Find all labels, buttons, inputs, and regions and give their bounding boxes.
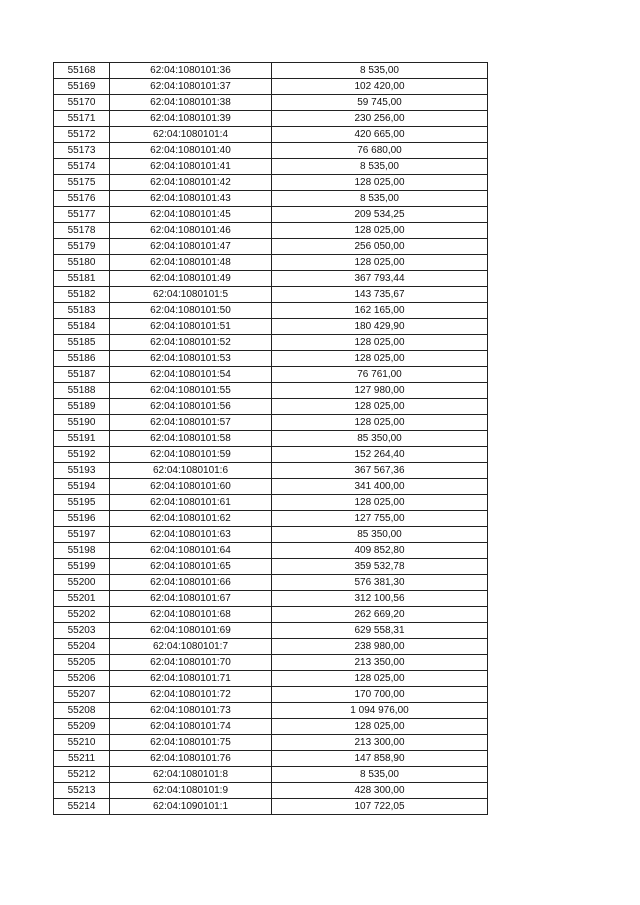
cadastral-number-cell: 62:04:1080101:58 <box>110 431 272 447</box>
row-number-cell: 55187 <box>54 367 110 383</box>
cadastral-number-cell: 62:04:1090101:1 <box>110 799 272 815</box>
table-row <box>54 367 488 383</box>
cadastral-number-cell: 62:04:1080101:5 <box>110 287 272 303</box>
cadastral-number-cell: 62:04:1080101:62 <box>110 511 272 527</box>
cadastral-number-cell: 62:04:1080101:48 <box>110 255 272 271</box>
row-number-cell: 55177 <box>54 207 110 223</box>
row-number-cell: 55192 <box>54 447 110 463</box>
cadastral-number-cell: 62:04:1080101:9 <box>110 783 272 799</box>
table-row <box>54 783 488 799</box>
cadastral-number-cell: 62:04:1080101:75 <box>110 735 272 751</box>
value-cell: 76 680,00 <box>272 143 488 159</box>
value-cell: 359 532,78 <box>272 559 488 575</box>
cadastral-number-cell: 62:04:1080101:74 <box>110 719 272 735</box>
row-number-cell: 55202 <box>54 607 110 623</box>
row-number-cell: 55196 <box>54 511 110 527</box>
value-cell: 180 429,90 <box>272 319 488 335</box>
table-row <box>54 191 488 207</box>
table-row <box>54 111 488 127</box>
value-cell: 8 535,00 <box>272 63 488 79</box>
table-row <box>54 735 488 751</box>
table-row <box>54 639 488 655</box>
value-cell: 127 755,00 <box>272 511 488 527</box>
value-cell: 107 722,05 <box>272 799 488 815</box>
cadastral-number-cell: 62:04:1080101:4 <box>110 127 272 143</box>
table-row <box>54 767 488 783</box>
row-number-cell: 55179 <box>54 239 110 255</box>
table-row <box>54 207 488 223</box>
value-cell: 8 535,00 <box>272 191 488 207</box>
row-number-cell: 55207 <box>54 687 110 703</box>
value-cell: 85 350,00 <box>272 527 488 543</box>
table-row <box>54 239 488 255</box>
table-row <box>54 607 488 623</box>
row-number-cell: 55190 <box>54 415 110 431</box>
row-number-cell: 55206 <box>54 671 110 687</box>
value-cell: 59 745,00 <box>272 95 488 111</box>
cadastral-number-cell: 62:04:1080101:64 <box>110 543 272 559</box>
cadastral-number-cell: 62:04:1080101:59 <box>110 447 272 463</box>
value-cell: 1 094 976,00 <box>272 703 488 719</box>
table-row <box>54 415 488 431</box>
table-row <box>54 271 488 287</box>
row-number-cell: 55193 <box>54 463 110 479</box>
row-number-cell: 55210 <box>54 735 110 751</box>
table-row <box>54 255 488 271</box>
row-number-cell: 55213 <box>54 783 110 799</box>
row-number-cell: 55209 <box>54 719 110 735</box>
value-cell: 230 256,00 <box>272 111 488 127</box>
cadastral-number-cell: 62:04:1080101:65 <box>110 559 272 575</box>
value-cell: 420 665,00 <box>272 127 488 143</box>
value-cell: 256 050,00 <box>272 239 488 255</box>
table-row <box>54 751 488 767</box>
table-row <box>54 799 488 815</box>
table-row <box>54 479 488 495</box>
value-cell: 128 025,00 <box>272 351 488 367</box>
value-cell: 170 700,00 <box>272 687 488 703</box>
value-cell: 341 400,00 <box>272 479 488 495</box>
table-row <box>54 543 488 559</box>
row-number-cell: 55168 <box>54 63 110 79</box>
table-row <box>54 591 488 607</box>
value-cell: 128 025,00 <box>272 335 488 351</box>
cadastral-number-cell: 62:04:1080101:69 <box>110 623 272 639</box>
cadastral-number-cell: 62:04:1080101:61 <box>110 495 272 511</box>
row-number-cell: 55211 <box>54 751 110 767</box>
value-cell: 143 735,67 <box>272 287 488 303</box>
cadastral-number-cell: 62:04:1080101:45 <box>110 207 272 223</box>
row-number-cell: 55183 <box>54 303 110 319</box>
value-cell: 262 669,20 <box>272 607 488 623</box>
table-row <box>54 335 488 351</box>
cadastral-number-cell: 62:04:1080101:7 <box>110 639 272 655</box>
cadastral-number-cell: 62:04:1080101:70 <box>110 655 272 671</box>
cadastral-number-cell: 62:04:1080101:76 <box>110 751 272 767</box>
table-row <box>54 159 488 175</box>
table-row <box>54 399 488 415</box>
table-row <box>54 383 488 399</box>
table-row <box>54 351 488 367</box>
cadastral-number-cell: 62:04:1080101:38 <box>110 95 272 111</box>
cadastral-number-cell: 62:04:1080101:46 <box>110 223 272 239</box>
table-row <box>54 719 488 735</box>
value-cell: 367 567,36 <box>272 463 488 479</box>
row-number-cell: 55171 <box>54 111 110 127</box>
table-row <box>54 463 488 479</box>
cadastral-number-cell: 62:04:1080101:8 <box>110 767 272 783</box>
row-number-cell: 55176 <box>54 191 110 207</box>
table-row <box>54 95 488 111</box>
value-cell: 312 100,56 <box>272 591 488 607</box>
cadastral-value-table <box>53 62 488 815</box>
value-cell: 8 535,00 <box>272 159 488 175</box>
row-number-cell: 55201 <box>54 591 110 607</box>
cadastral-number-cell: 62:04:1080101:63 <box>110 527 272 543</box>
cadastral-number-cell: 62:04:1080101:55 <box>110 383 272 399</box>
value-cell: 428 300,00 <box>272 783 488 799</box>
row-number-cell: 55194 <box>54 479 110 495</box>
cadastral-number-cell: 62:04:1080101:40 <box>110 143 272 159</box>
row-number-cell: 55178 <box>54 223 110 239</box>
table-row <box>54 703 488 719</box>
cadastral-number-cell: 62:04:1080101:56 <box>110 399 272 415</box>
row-number-cell: 55180 <box>54 255 110 271</box>
value-cell: 152 264,40 <box>272 447 488 463</box>
cadastral-number-cell: 62:04:1080101:72 <box>110 687 272 703</box>
value-cell: 147 858,90 <box>272 751 488 767</box>
row-number-cell: 55199 <box>54 559 110 575</box>
cadastral-number-cell: 62:04:1080101:60 <box>110 479 272 495</box>
table-row <box>54 495 488 511</box>
value-cell: 128 025,00 <box>272 223 488 239</box>
row-number-cell: 55174 <box>54 159 110 175</box>
cadastral-number-cell: 62:04:1080101:36 <box>110 63 272 79</box>
row-number-cell: 55170 <box>54 95 110 111</box>
cadastral-number-cell: 62:04:1080101:52 <box>110 335 272 351</box>
table-row <box>54 319 488 335</box>
cadastral-number-cell: 62:04:1080101:66 <box>110 575 272 591</box>
cadastral-number-cell: 62:04:1080101:53 <box>110 351 272 367</box>
row-number-cell: 55169 <box>54 79 110 95</box>
table-row <box>54 175 488 191</box>
value-cell: 127 980,00 <box>272 383 488 399</box>
cadastral-number-cell: 62:04:1080101:54 <box>110 367 272 383</box>
table-row <box>54 575 488 591</box>
table-row <box>54 559 488 575</box>
table-row <box>54 655 488 671</box>
value-cell: 85 350,00 <box>272 431 488 447</box>
cadastral-number-cell: 62:04:1080101:67 <box>110 591 272 607</box>
row-number-cell: 55195 <box>54 495 110 511</box>
value-cell: 213 350,00 <box>272 655 488 671</box>
value-cell: 128 025,00 <box>272 399 488 415</box>
cadastral-number-cell: 62:04:1080101:41 <box>110 159 272 175</box>
cadastral-number-cell: 62:04:1080101:47 <box>110 239 272 255</box>
row-number-cell: 55173 <box>54 143 110 159</box>
table-row <box>54 511 488 527</box>
value-cell: 238 980,00 <box>272 639 488 655</box>
cadastral-number-cell: 62:04:1080101:42 <box>110 175 272 191</box>
row-number-cell: 55186 <box>54 351 110 367</box>
row-number-cell: 55184 <box>54 319 110 335</box>
table-row <box>54 79 488 95</box>
row-number-cell: 55191 <box>54 431 110 447</box>
row-number-cell: 55203 <box>54 623 110 639</box>
row-number-cell: 55214 <box>54 799 110 815</box>
value-cell: 128 025,00 <box>272 671 488 687</box>
cadastral-number-cell: 62:04:1080101:39 <box>110 111 272 127</box>
value-cell: 367 793,44 <box>272 271 488 287</box>
row-number-cell: 55208 <box>54 703 110 719</box>
cadastral-number-cell: 62:04:1080101:50 <box>110 303 272 319</box>
table-row <box>54 143 488 159</box>
value-cell: 576 381,30 <box>272 575 488 591</box>
value-cell: 102 420,00 <box>272 79 488 95</box>
table-row <box>54 687 488 703</box>
row-number-cell: 55212 <box>54 767 110 783</box>
table-row <box>54 527 488 543</box>
row-number-cell: 55182 <box>54 287 110 303</box>
row-number-cell: 55205 <box>54 655 110 671</box>
value-cell: 213 300,00 <box>272 735 488 751</box>
value-cell: 76 761,00 <box>272 367 488 383</box>
table-body <box>54 63 488 815</box>
table-row <box>54 431 488 447</box>
table-row <box>54 127 488 143</box>
row-number-cell: 55198 <box>54 543 110 559</box>
cadastral-number-cell: 62:04:1080101:57 <box>110 415 272 431</box>
value-cell: 629 558,31 <box>272 623 488 639</box>
value-cell: 128 025,00 <box>272 495 488 511</box>
row-number-cell: 55197 <box>54 527 110 543</box>
cadastral-number-cell: 62:04:1080101:73 <box>110 703 272 719</box>
table-row <box>54 63 488 79</box>
row-number-cell: 55181 <box>54 271 110 287</box>
cadastral-number-cell: 62:04:1080101:6 <box>110 463 272 479</box>
row-number-cell: 55200 <box>54 575 110 591</box>
value-cell: 8 535,00 <box>272 767 488 783</box>
cadastral-number-cell: 62:04:1080101:37 <box>110 79 272 95</box>
table-row <box>54 303 488 319</box>
cadastral-number-cell: 62:04:1080101:43 <box>110 191 272 207</box>
row-number-cell: 55189 <box>54 399 110 415</box>
value-cell: 162 165,00 <box>272 303 488 319</box>
cadastral-number-cell: 62:04:1080101:71 <box>110 671 272 687</box>
value-cell: 128 025,00 <box>272 415 488 431</box>
row-number-cell: 55185 <box>54 335 110 351</box>
value-cell: 128 025,00 <box>272 255 488 271</box>
table-row <box>54 223 488 239</box>
table-row <box>54 447 488 463</box>
row-number-cell: 55188 <box>54 383 110 399</box>
cadastral-number-cell: 62:04:1080101:51 <box>110 319 272 335</box>
row-number-cell: 55172 <box>54 127 110 143</box>
row-number-cell: 55175 <box>54 175 110 191</box>
value-cell: 128 025,00 <box>272 719 488 735</box>
table-row <box>54 623 488 639</box>
cadastral-number-cell: 62:04:1080101:49 <box>110 271 272 287</box>
value-cell: 409 852,80 <box>272 543 488 559</box>
table-row <box>54 671 488 687</box>
table-row <box>54 287 488 303</box>
value-cell: 209 534,25 <box>272 207 488 223</box>
cadastral-number-cell: 62:04:1080101:68 <box>110 607 272 623</box>
value-cell: 128 025,00 <box>272 175 488 191</box>
row-number-cell: 55204 <box>54 639 110 655</box>
